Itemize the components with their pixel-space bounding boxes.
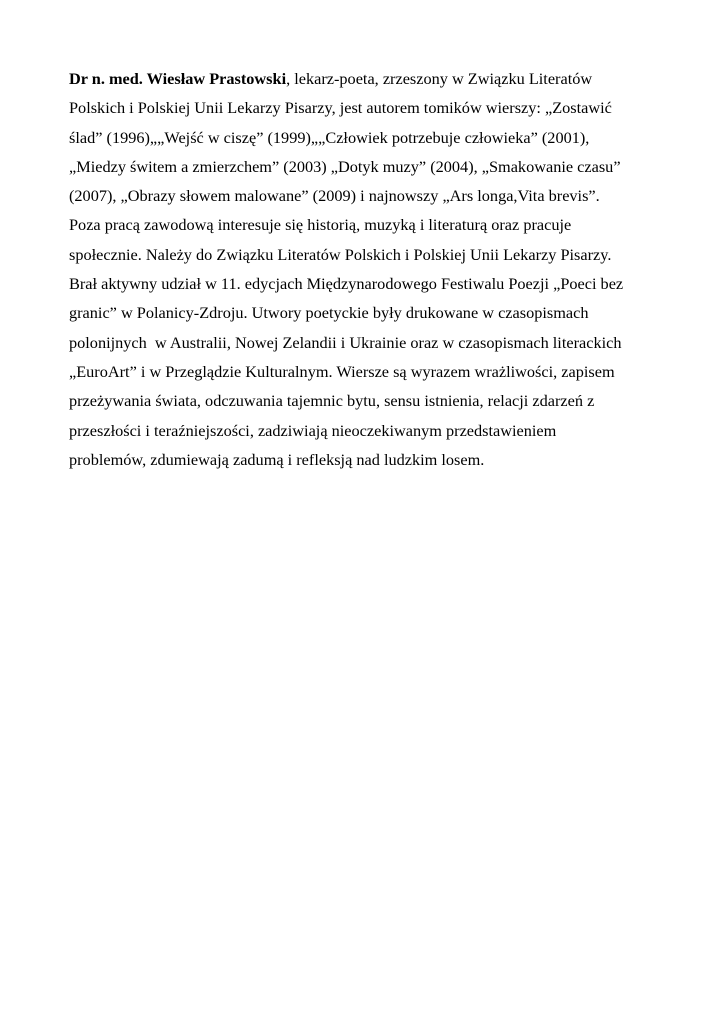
text-line: przeszłości i teraźniejszości, zadziwiają nieoczekiwanym przedstawieniem [69, 420, 557, 440]
text-line: polonijnych w Australii, Nowej Zelandii i Ukrainie oraz w czasopismach literackich [69, 332, 622, 352]
text-line: Poza pracą zawodową interesuje się historią, muzyką i literaturą oraz pracuje [69, 215, 572, 235]
text-line [69, 64, 659, 93]
text-line: przeżywania świata, odczuwania tajemnic bytu, sensu istnienia, relacji zdarzeń z [69, 391, 595, 411]
author-biography [69, 64, 659, 474]
text-line: Brał aktywny udział w 11. edycjach Międzynarodowego Festiwalu Poezji „Poeci bez [69, 274, 624, 294]
text-line: granic” w Polanicy-Zdroju. Utwory poetyckie były drukowane w czasopismach [69, 303, 589, 323]
text-line: „EuroArt” i w Przeglądzie Kulturalnym. Wiersze są wyrazem wrażliwości, zapisem [69, 361, 615, 381]
text-line: (2007), „Obrazy słowem malowane” (2009) i najnowszy „Ars longa,Vita brevis”. [69, 186, 600, 206]
author-name: Dr n. med. Wiesław Prastowski [69, 69, 287, 88]
text-line: Polskich i Polskiej Unii Lekarzy Pisarzy, jest autorem tomików wierszy: „Zostawić [69, 98, 612, 118]
line-text: , lekarz-poeta, zrzeszony w Związku Literatów [286, 69, 593, 88]
text-line: społecznie. Należy do Związku Literatów Polskich i Polskiej Unii Lekarzy Pisarzy. [69, 244, 612, 264]
text-line: „Miedzy świtem a zmierzchem” (2003) „Dotyk muzy” (2004), „Smakowanie czasu” [69, 156, 621, 176]
text-line: problemów, zdumiewają zadumą i refleksją nad ludzkim losem. [69, 449, 485, 469]
text-line: ślad” (1996)„„Wejść w ciszę” (1999)„„Człowiek potrzebuje człowieka” (2001), [69, 127, 590, 147]
